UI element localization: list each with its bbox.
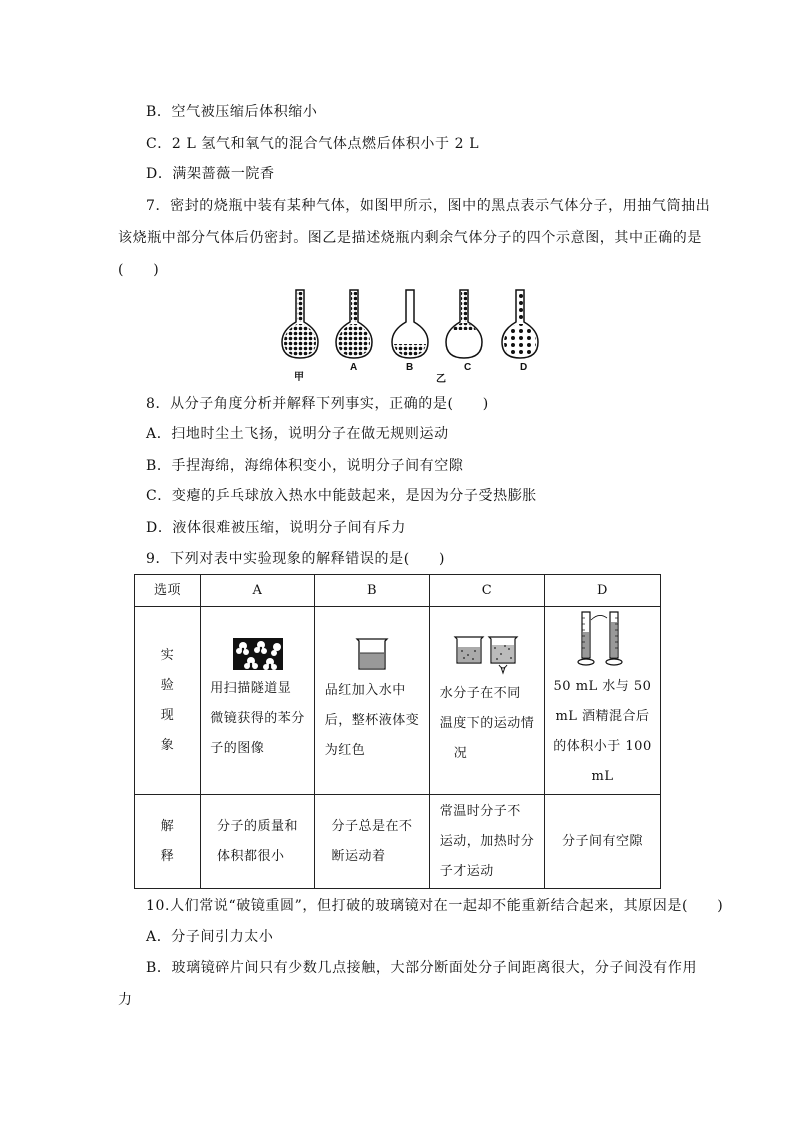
flask-jia xyxy=(282,290,318,358)
text-phenomenon-b: 品红加入水中 后，整杯液体变 为红色 xyxy=(324,682,420,758)
q10-stem: 10.人们常说“破镜重圆”，但打破的玻璃镜对在一起却不能重新结合起来，其原因是( ) xyxy=(146,898,724,914)
row-label-explanation: 解 释 xyxy=(135,795,201,889)
q6-option-b: B．空气被压缩后体积缩小 xyxy=(146,104,318,120)
flask-c xyxy=(446,290,482,358)
flask-label-b: B xyxy=(406,362,414,373)
flask-label-jia: 甲 xyxy=(294,372,304,383)
flask-d xyxy=(502,290,538,358)
q10-option-a: A．分子间引力太小 xyxy=(146,929,274,945)
cell-explanation-d: 分子间有空隙 xyxy=(545,795,661,889)
graduated-cylinders-icon xyxy=(573,610,633,668)
q7-stem-line1: 7．密封的烧瓶中装有某种气体，如图甲所示，图中的黑点表示气体分子，用抽气筒抽出 xyxy=(146,198,711,214)
flask-label-a: A xyxy=(350,362,358,373)
table-row-phenomenon xyxy=(135,607,661,795)
header-a: A xyxy=(201,575,315,607)
row-label-phenomenon: 实 验 现 象 xyxy=(135,607,201,795)
q8-option-c: C．变瘪的乒乓球放入热水中能鼓起来，是因为分子受热膨胀 xyxy=(146,488,537,504)
q8-option-b: B．手捏海绵，海绵体积变小，说明分子间有空隙 xyxy=(146,458,464,474)
q8-option-d: D．液体很难被压缩，说明分子间有斥力 xyxy=(146,520,407,536)
flask-b xyxy=(392,290,428,358)
flask-label-d: D xyxy=(520,362,528,373)
text-phenomenon-c: 水分子在不同 温度下的运动情 况 xyxy=(439,685,535,761)
cell-explanation-c: 常温时分子不 运动，加热时分 子才运动 xyxy=(430,795,545,889)
cell-phenomenon-d xyxy=(545,607,661,795)
q6-option-c: C．2 L 氢气和氧气的混合气体点燃后体积小于 2 L xyxy=(146,136,480,152)
flask-figure xyxy=(278,286,548,386)
q9-stem: 9．下列对表中实验现象的解释错误的是( ) xyxy=(146,551,446,567)
header-c: C xyxy=(430,575,545,607)
beaker-icon xyxy=(352,636,392,672)
header-option: 选项 xyxy=(135,575,201,607)
q8-stem: 8．从分子角度分析并解释下列事实，正确的是( ) xyxy=(146,396,489,412)
text-phenomenon-a: 用扫描隧道显 微镜获得的苯分 子的图像 xyxy=(210,680,305,756)
cell-phenomenon-a xyxy=(201,607,315,795)
header-b: B xyxy=(315,575,430,607)
flask-a xyxy=(336,290,372,358)
cell-explanation-a: 分子的质量和 体积都很小 xyxy=(201,795,315,889)
experiment-table xyxy=(134,574,661,889)
header-d: D xyxy=(545,575,661,607)
flask-label-c: C xyxy=(464,362,472,373)
flask-label-yi: 乙 xyxy=(436,374,446,385)
q10-option-b-line1: B．玻璃镜碎片间只有少数几点接触，大部分断面处分子间距离很大，分子间没有作用 xyxy=(146,960,698,976)
q8-option-a: A．扫地时尘土飞扬，说明分子在做无规则运动 xyxy=(146,426,449,442)
q7-stem-line2: 该烧瓶中部分气体后仍密封。图乙是描述烧瓶内剩余气体分子的四个示意图，其中正确的是 xyxy=(118,230,702,246)
cell-explanation-b: 分子总是在不 断运动着 xyxy=(315,795,430,889)
q7-stem-line3: ( ) xyxy=(118,262,160,278)
cell-phenomenon-c xyxy=(430,607,545,795)
table-header-row xyxy=(135,575,661,607)
benzene-stm-image xyxy=(233,638,283,670)
q10-option-b-line2: 力 xyxy=(118,992,133,1008)
table-row-explanation xyxy=(135,795,661,889)
q6-option-d: D．满架蔷薇一院香 xyxy=(146,166,275,182)
text-phenomenon-d: 50 mL 水与 50 mL 酒精混合后 的体积小于 100 mL xyxy=(553,678,652,784)
two-beakers-icon xyxy=(453,633,521,675)
cell-phenomenon-b xyxy=(315,607,430,795)
